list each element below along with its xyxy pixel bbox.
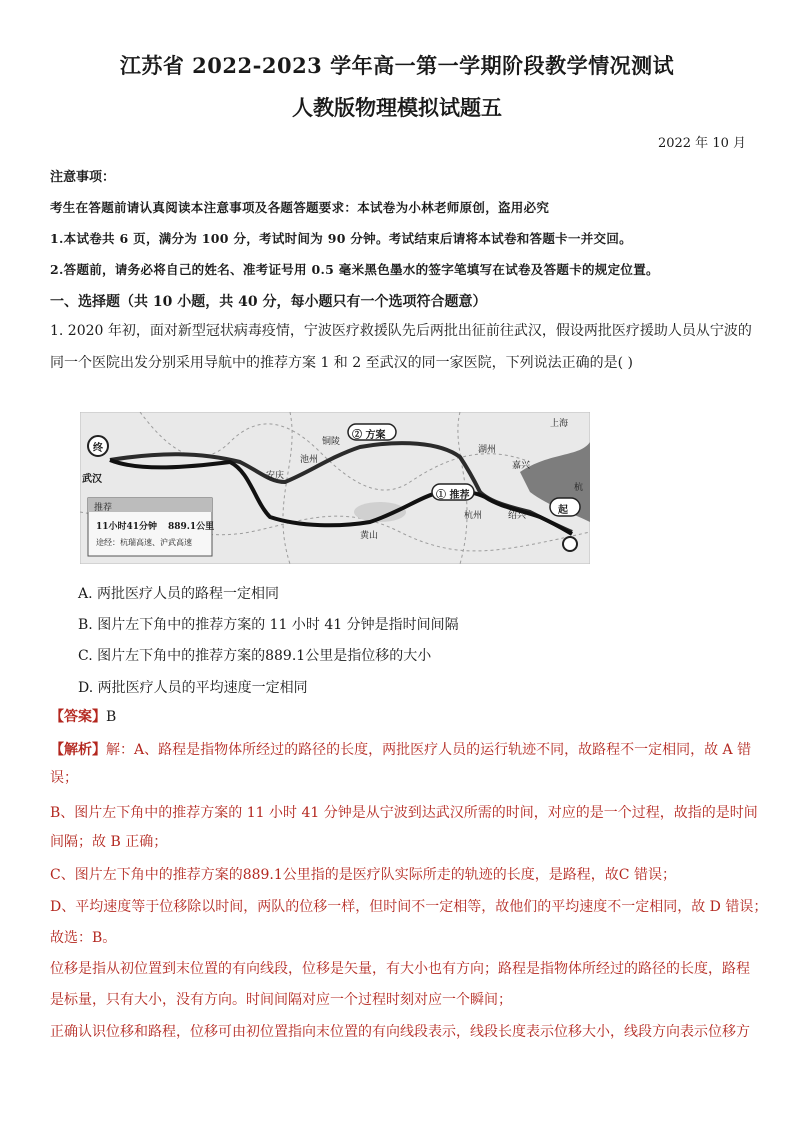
city-wuhan-label: 武汉 bbox=[82, 474, 102, 485]
notice-line-2: 1.本试卷共 6 页，满分为 100 分，考试时间为 90 分钟。考试结束后请将本试卷和答题卡一并交回。 bbox=[50, 231, 632, 246]
analysis-a-line-2: 误； bbox=[50, 770, 78, 786]
analysis-note-2: 是标量，只有大小，没有方向。时间间隔对应一个过程时刻对应一个瞬间； bbox=[50, 992, 512, 1008]
analysis-a-text: 解：A、路程是指物体所经过的路径的长度，两批医疗人员的运行轨迹不同，故路程不一定相同，故 A 错 bbox=[106, 742, 752, 758]
city-shaoxing-label: 绍兴 bbox=[508, 511, 527, 521]
city-shanghai-label: 上海 bbox=[550, 419, 569, 429]
answer-row bbox=[50, 706, 116, 726]
info-panel-title: 推荐 bbox=[94, 503, 113, 513]
notice-heading: 注意事项： bbox=[50, 170, 116, 185]
end-label: 起 bbox=[558, 505, 568, 516]
city-hangzhou-label: 杭州 bbox=[464, 511, 483, 521]
info-panel-via: 途经：杭瑞高速、沪武高速 bbox=[96, 538, 192, 547]
info-panel-time: 11小时41分钟 bbox=[96, 522, 158, 532]
question-1-line-1: 1. 2020 年初，面对新型冠状病毒疫情，宁波医疗救援队先后两批出征前往武汉，假设两批医疗援助人员从宁波的 bbox=[50, 323, 752, 339]
plan-2-label: ② 方案 bbox=[352, 430, 386, 441]
city-huzhou-label: 湖州 bbox=[478, 445, 497, 455]
notice-line-1: 考生在答题前请认真阅读本注意事项及各题答题要求：本试卷为小林老师原创，盗用必究 bbox=[50, 200, 550, 215]
plan-1-label: ① 推荐 bbox=[436, 490, 470, 501]
city-huangshan-label: 黄山 bbox=[360, 531, 379, 541]
notice-line-3: 2.答题前，请务必将自己的姓名、准考证号用 0.5 毫米黑色墨水的签字笔填写在试卷及答题卡的规定位置。 bbox=[50, 262, 659, 277]
option-c: C. 图片左下角中的推荐方案的889.1公里是指位移的大小 bbox=[78, 648, 432, 664]
analysis-a-line-1 bbox=[50, 739, 751, 759]
info-panel-distance: 889.1公里 bbox=[168, 522, 215, 532]
answer-label: 【答案】 bbox=[50, 709, 106, 725]
analysis-b-line-1: B、图片左下角中的推荐方案的 11 小时 41 分钟是从宁波到达武汉所需的时间，对应的是一个过程，故指的是时间 bbox=[50, 805, 758, 821]
destination-marker-icon bbox=[563, 537, 577, 551]
city-anqing-label: 安庆 bbox=[266, 471, 285, 481]
analysis-c-line: C、图片左下角中的推荐方案的889.1公里指的是医疗队实际所走的轨迹的长度，是路程，故C 错误； bbox=[50, 867, 676, 883]
analysis-note-3: 正确认识位移和路程，位移可由初位置指向末位置的有向线段表示，线段长度表示位移大小，线段方向表示位移方 bbox=[50, 1024, 750, 1040]
exam-date: 2022 年 10 月 bbox=[657, 136, 746, 151]
city-hang-r-label: 杭 bbox=[574, 483, 584, 493]
city-chizhou-label: 池州 bbox=[300, 455, 319, 465]
city-tongling-label: 铜陵 bbox=[322, 437, 341, 447]
section-title: 一、选择题（共 10 小题，共 40 分，每小题只有一个选项符合题意） bbox=[50, 294, 487, 310]
answer-value: B bbox=[106, 709, 117, 725]
route-map-figure bbox=[80, 412, 590, 564]
start-label: 终 bbox=[93, 443, 103, 454]
analysis-choice: 故选：B。 bbox=[50, 930, 117, 946]
city-jiaxing-label: 嘉兴 bbox=[512, 461, 531, 471]
analysis-d-line: D、平均速度等于位移除以时间，两队的位移一样，但时间不一定相等，故他们的平均速度不一定相同，故 D 错误； bbox=[50, 899, 768, 915]
analysis-b-line-2: 间隔；故 B 正确； bbox=[50, 834, 168, 850]
option-b: B. 图片左下角中的推荐方案的 11 小时 41 分钟是指时间间隔 bbox=[78, 617, 459, 633]
analysis-note-1: 位移是指从初位置到末位置的有向线段，位移是矢量，有大小也有方向；路程是指物体所经过的路径的长度，路程 bbox=[50, 961, 750, 977]
question-1-line-2: 同一个医院出发分别采用导航中的推荐方案 1 和 2 至武汉的同一家医院，下列说法正确的是( ) bbox=[50, 355, 633, 371]
option-a: A. 两批医疗人员的路程一定相同 bbox=[78, 586, 280, 602]
analysis-label: 【解析】 bbox=[50, 742, 106, 758]
exam-subtitle: 人教版物理模拟试题五 bbox=[292, 95, 502, 120]
exam-title: 江苏省 2022-2023 学年高一第一学期阶段教学情况测试 bbox=[119, 53, 675, 78]
option-d: D. 两批医疗人员的平均速度一定相同 bbox=[78, 680, 308, 696]
